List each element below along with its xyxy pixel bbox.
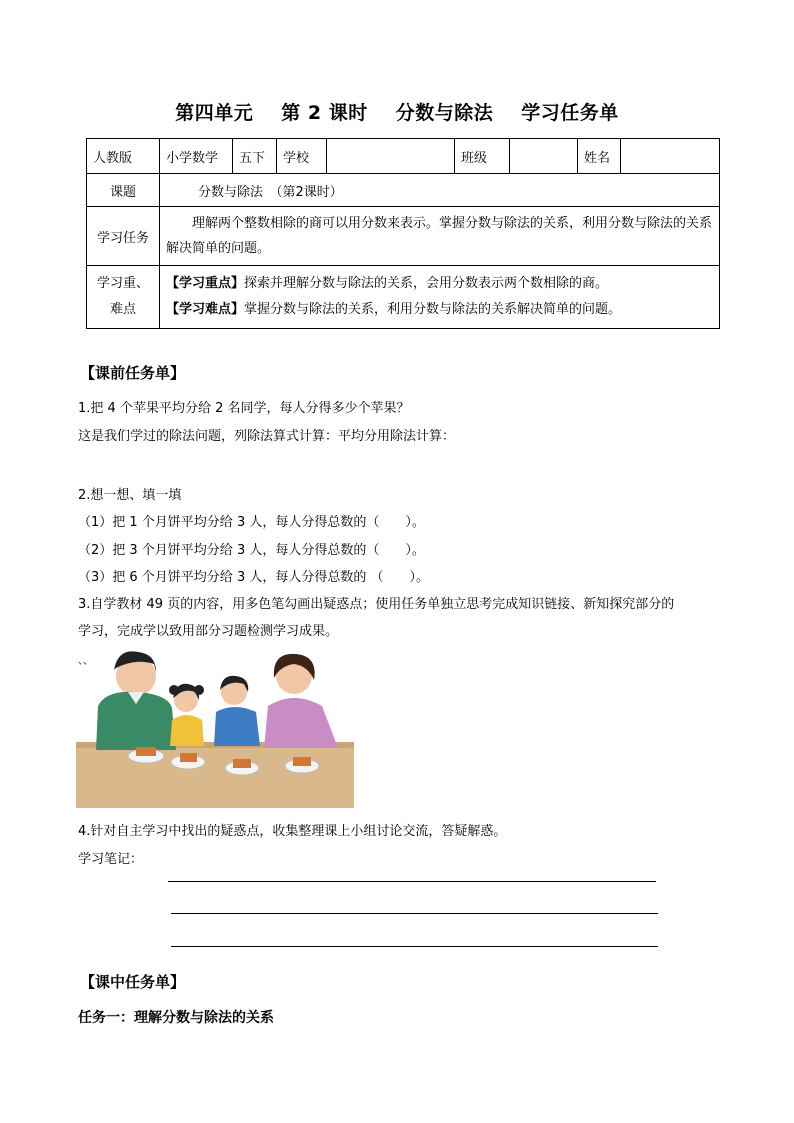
key-point-text: 探索并理解分数与除法的关系，会用分数表示两个数相除的商。 xyxy=(244,276,609,291)
school-field[interactable] xyxy=(327,139,455,174)
task-1-heading: 任务一：理解分数与除法的关系 xyxy=(78,1010,274,1026)
title-lesson: 第 2 课时 xyxy=(281,102,368,124)
topic-value: 分数与除法 （第2课时） xyxy=(160,174,720,207)
class-field[interactable] xyxy=(510,139,578,174)
key-label xyxy=(87,266,160,329)
school-label: 学校 xyxy=(277,139,327,174)
subject-cell: 小学数学 xyxy=(160,139,233,174)
pre-class-heading: 【课前任务单】 xyxy=(80,364,186,382)
difficulty-tag: 【学习难点】 xyxy=(166,302,245,317)
question-2-item-2: （2）把 3 个月饼平均分给 3 人，每人分得总数的（ ）。 xyxy=(78,543,425,558)
key-point-row xyxy=(166,271,713,297)
notes-line-2[interactable] xyxy=(171,913,658,914)
question-2: 2.想一想、填一填 xyxy=(78,488,182,503)
question-1: 1.把 4 个苹果平均分给 2 名同学，每人分得多少个苹果？ xyxy=(78,401,410,416)
title-unit: 第四单元 xyxy=(175,102,254,124)
question-3-cont: 学习，完成学以致用部分习题检测学习成果。 xyxy=(78,624,339,639)
task-value: 理解两个整数相除的商可以用分数来表示。掌握分数与除法的关系，利用分数与除法的关系解决简单的问题。 xyxy=(160,207,720,266)
notes-label: 学习笔记： xyxy=(78,852,144,867)
key-point-tag: 【学习重点】 xyxy=(166,276,245,291)
class-label: 班级 xyxy=(455,139,510,174)
edition-cell: 人教版 xyxy=(87,139,160,174)
topic-label: 课题 xyxy=(87,174,160,207)
grade-cell: 五下 xyxy=(233,139,277,174)
key-label-line-2: 难点 xyxy=(109,302,136,317)
name-label: 姓名 xyxy=(578,139,621,174)
info-table xyxy=(86,138,720,329)
name-field[interactable] xyxy=(621,139,720,174)
question-1-note: 这是我们学过的除法问题，列除法算式计算：平均分用除法计算： xyxy=(78,429,456,444)
page-title xyxy=(0,98,794,125)
task-label: 学习任务 xyxy=(87,207,160,266)
in-class-heading: 【课中任务单】 xyxy=(80,973,186,991)
question-3: 3.自学教材 49 页的内容，用多色笔勾画出疑惑点；使用任务单独立思考完成知识链接、新知探究部分的 xyxy=(78,597,675,612)
family-illustration xyxy=(76,646,354,808)
notes-line-1[interactable] xyxy=(168,881,656,882)
question-2-item-1: （1）把 1 个月饼平均分给 3 人，每人分得总数的（ ）。 xyxy=(78,515,425,530)
title-doc: 学习任务单 xyxy=(521,102,619,124)
notes-line-3[interactable] xyxy=(171,946,658,947)
key-label-line-1: 学习重、 xyxy=(96,276,149,291)
question-4: 4.针对自主学习中找出的疑惑点，收集整理课上小组讨论交流，答疑解惑。 xyxy=(78,824,507,839)
title-topic: 分数与除法 xyxy=(395,102,494,124)
question-2-item-3: （3）把 6 个月饼平均分给 3 人，每人分得总数的 （ ）。 xyxy=(78,570,429,585)
tick-mark: 、、 xyxy=(78,656,93,667)
difficulty-text: 掌握分数与除法的关系，利用分数与除法的关系解决简单的问题。 xyxy=(244,302,622,317)
difficulty-row xyxy=(166,297,713,323)
key-points-cell xyxy=(160,266,720,329)
